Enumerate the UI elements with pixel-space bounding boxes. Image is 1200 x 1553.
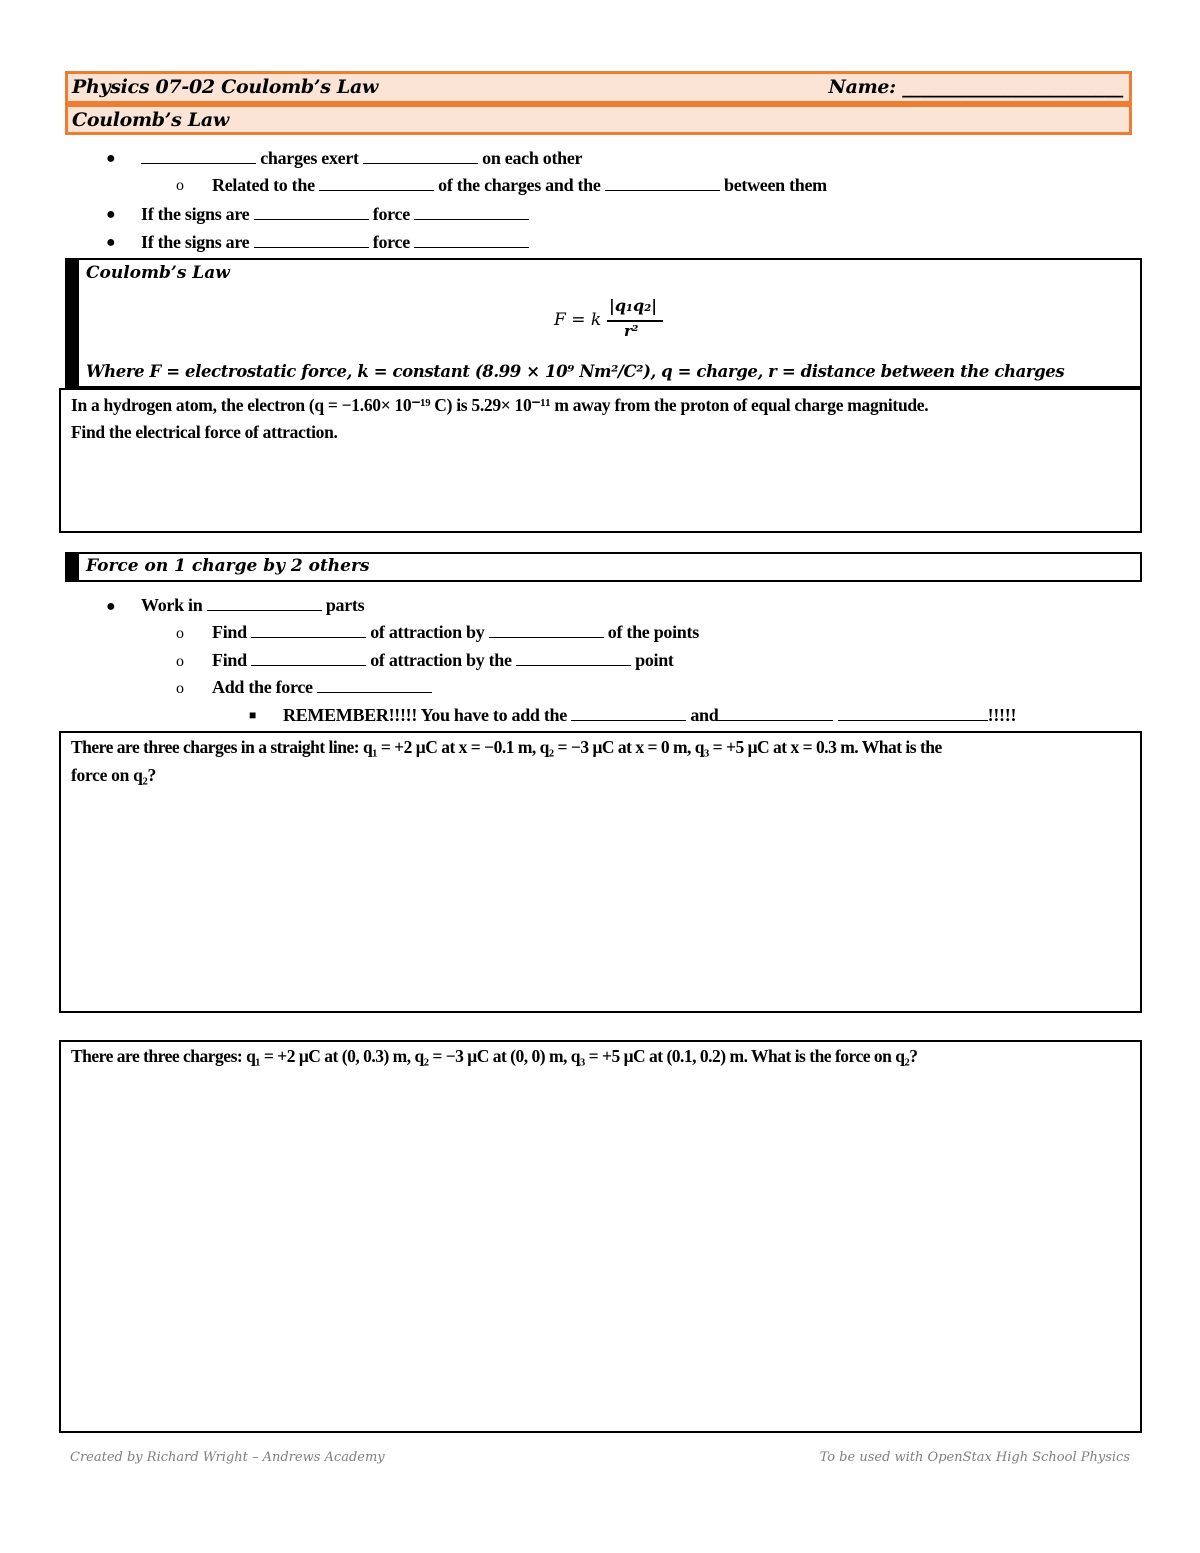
circle-bullet-icon: o	[176, 653, 184, 670]
section-header-coulombs-law	[65, 104, 1132, 135]
formula-box	[65, 258, 1142, 388]
bullet-icon: ●	[106, 598, 116, 615]
fill-blank[interactable]	[317, 678, 432, 693]
problem-text: There are three charges in a straight line: q₁ = +2 μC at x = −0.1 m, q₂ = −3 μC at x = 0 m, q₃ = +5 μC at x = 0.3 m. What is the	[71, 737, 942, 757]
left-accent-bar	[67, 260, 79, 386]
fill-blank[interactable]	[319, 176, 434, 191]
bullet-icon: ●	[106, 234, 116, 251]
section-title: Force on 1 charge by 2 others	[86, 556, 370, 576]
fill-blank[interactable]	[251, 623, 366, 638]
fill-blank[interactable]	[363, 149, 478, 164]
list-item: REMEMBER!!!!! You have to add the and !!!!!	[283, 705, 1017, 725]
circle-bullet-icon: o	[176, 680, 184, 697]
coulomb-formula	[554, 296, 674, 344]
name-field[interactable]: Name: ________________________	[828, 76, 1123, 98]
formula-box-title: Coulomb’s Law	[86, 263, 230, 283]
list-item: If the signs are force	[141, 232, 529, 253]
page-title: Physics 07-02 Coulomb’s Law	[72, 76, 379, 98]
circle-bullet-icon: o	[176, 177, 184, 194]
fill-blank[interactable]	[141, 149, 256, 164]
fill-blank[interactable]	[718, 706, 833, 721]
list-item: Add the force	[212, 677, 432, 698]
problem-text: In a hydrogen atom, the electron (q = −1.60× 10⁻¹⁹ C) is 5.29× 10⁻¹¹ m away from the proton of equal charge magnitude.	[71, 395, 929, 415]
problem-box-hydrogen[interactable]	[59, 388, 1142, 533]
title-bar	[65, 71, 1132, 104]
problem-text: There are three charges: q₁ = +2 μC at (0, 0.3) m, q₂ = −3 μC at (0, 0) m, q₃ = +5 μC at (0.1, 0.2) m. What is the force on q₂?	[71, 1046, 918, 1066]
left-accent-bar	[67, 554, 79, 580]
square-bullet-icon: ■	[249, 708, 257, 722]
list-item: Find of attraction by of the points	[212, 622, 699, 642]
fill-blank[interactable]	[516, 651, 631, 666]
formula-numerator: |q₁q₂|	[609, 296, 658, 315]
footer-note: To be used with OpenStax High School Physics	[819, 1450, 1130, 1465]
bullet-icon: ●	[106, 206, 116, 223]
list-item: charges exert on each other	[141, 148, 582, 169]
problem-box-2d[interactable]	[59, 1040, 1142, 1433]
problem-text: Find the electrical force of attraction.	[71, 422, 338, 442]
list-item: If the signs are force	[141, 204, 529, 225]
list-item: Find of attraction by the point	[212, 650, 674, 670]
bullet-icon: ●	[106, 150, 116, 167]
fill-blank[interactable]	[489, 623, 604, 638]
fill-blank[interactable]	[414, 205, 529, 220]
fill-blank[interactable]	[254, 205, 369, 220]
formula-lhs: F = k	[554, 310, 602, 330]
formula-denominator: r²	[624, 322, 639, 340]
circle-bullet-icon: o	[176, 625, 184, 642]
footer-credit: Created by Richard Wright – Andrews Academy	[70, 1450, 385, 1465]
formula-definitions: Where F = electrostatic force, k = constant (8.99 × 10⁹ Nm²/C²), q = charge, r = distance between the charges	[86, 362, 1065, 381]
fill-blank[interactable]	[838, 706, 988, 721]
fill-blank[interactable]	[571, 706, 686, 721]
problem-text: force on q₂?	[71, 765, 156, 785]
list-item: Related to the of the charges and the between them	[212, 175, 827, 195]
fill-blank[interactable]	[251, 651, 366, 666]
problem-box-straight-line[interactable]	[59, 731, 1142, 1013]
list-item: Work in parts	[141, 595, 365, 615]
fill-blank[interactable]	[254, 233, 369, 248]
section-title: Coulomb’s Law	[72, 109, 229, 131]
fill-blank[interactable]	[414, 233, 529, 248]
fill-blank[interactable]	[207, 596, 322, 611]
fill-blank[interactable]	[605, 176, 720, 191]
section-header-force-on-charge	[65, 552, 1142, 582]
